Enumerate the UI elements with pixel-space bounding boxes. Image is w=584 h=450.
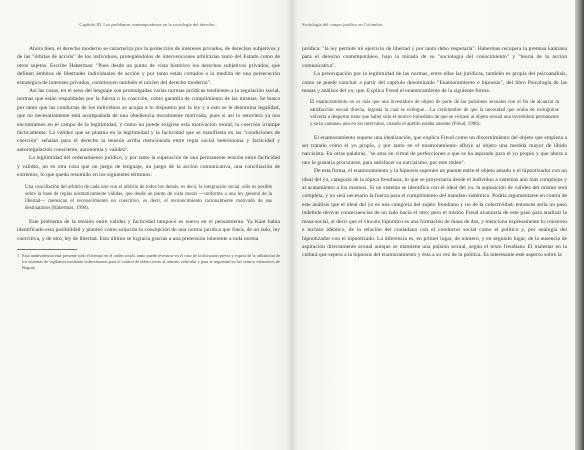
left-running-head: Capítulo III. Los problemas contemporáneos en la sociología del derecho...	[79, 22, 218, 27]
right-block-quote: El enamoramiento no es más que una investidura de objeto de parte de las pulsiones sexuales con el fin de alcanzar la satisfacción sexual directa, lograda la cual se extingue... La certidumbre de que la necesidad que acaba de extinguirse volvería a despertar tiene que haber sido el motivo inmediato de que se volcase al objeto sexual una investidura permanente y se la «amase» aun en los intervalos, cuando el apetito estaba ausente (Freud, 1996).	[310, 100, 559, 128]
footnote	[17, 253, 280, 271]
right-paragraph: De esta forma, el enamoramiento y la hipnosis suponen un puente entre el objeto amado o el hipnotizador con un ideal del yo, categoría de la tópica freudiana, lo que se proyectaría desde el individuo a sistemas aún más complejos y al acatamiento a los mismos. Si un sistema se identifica con el ideal del yo, la suposición de validez del mismo será completa, y no será necesario la fuerza para el cumplimiento del mandato sistémico. Podría argumentarse en contra de este análisis que el ideal del yo es una categoría del sujeto freudiano y no de la colectividad, entonces sería un paso indebido derivar consecuencias de un lado hacia el otro; pero el mismo Freud avanzaría de este paso para analizar la masa social, al decir que el vínculo hipnótico es una formación de masa de dos, y menciona expresamente lo concerno e incluso idéntico, de la relación del ciudadano con el conductor social como el político y, por analogía del hipnotizador con el hipnotizado. La diferencia es, en primer lugar, de número, y en segundo lugar, de la ausencia de aspiración directamente sexual aunque se mantiene una pulsión sexual, según el texto freudiano El malestar en la cultura que sepera a la hipnosis del enamoramiento y ésta a su vez de la política. Es interesante este aspecto sobre la	[302, 168, 567, 259]
left-block-quote: Una conciliación del arbitrio de cada uno con el arbitrio de todos los demás, es decir, la integración social, sólo es posible sobre la base de reglas normativamente válidas, que desde un punto de vista moral —conforme a una ley general de la libertad— merezcan el reconocimiento no coercitivo, es decir, el reconocimiento racionalmente motivado de sus destinatarios (Habermas, 1998).	[25, 184, 272, 212]
footnote-text: Esta ambivalencia está presente todo el tiempo en el orden social, tanto puede revelarse en el caso de la discusión previa y expost de la utilización de los sistemas de vigilancia mediante videocámaras para el control de infracciones al tránsito vehicular y para la seguridad en los centros educativos de Bogotá.	[22, 252, 280, 270]
footnote-rule	[17, 249, 77, 250]
left-paragraph: Así las cosas, en el seno del lenguaje son promulgadas varias normas jurídicas tendientes a la regulación social, normas que están respaldadas por la fuerza o la coacción, como garantía de cumplimiento de las mismas. Se busca por tanto que las conductas de los individuos se acojan a lo dispuesto por la ley y a esto se le denomina legalidad, que no necesariamente está acompañada de una obediencia moralmente motivada, pues si así lo estuviera ya nos encontramos en el campo de la legitimidad, y como no puede exigirse esta motivación moral, la coerción irrumpe fácticamente. La validez que se plasma en la legitimidad y la facticidad que se manifiesta en las "condiciones de coerción" señalan para el derecho la tensión arriba mencionada entre regla social heterónoma y facticidad y autorregulación consciente, autonomía y validez¹.	[17, 88, 280, 153]
left-page	[17, 22, 280, 442]
right-paragraph: La preocupación por la legitimidad de las normas, entre ellas las jurídicas, también es propia del psicoanálisis, como se puede concluir a partir del capítulo denominado "Enamoramiento e hipnosis", del libro Psicología de las masas y análisis del yo, que, Explica Freud el enamoramiento de la siguiente forma:	[302, 71, 567, 95]
left-paragraph: Ahora bien, el derecho moderno se caracteriza por la protección de intereses privados, de derechos subjetivos y de las "órbitas de acción" de los individuos, protegiéndolos de intervenciones arbitrarias tanto del Estado como de otros sujetos. Escribe Habermas: "Pues desde un punto de vista histórico los derechos subjetivos privados, que definen ámbitos de libertades individuales de acción y por tanto están cortados a la medida de una persecución estratégica de intereses privados, constituyen también el núcleo del derecho moderno".	[17, 46, 280, 86]
left-paragraph: La legitimidad del ordenamiento jurídico, y por tanto la superación de una permanente tensión entre facticidad y validez, no es otra cosa que un juego de lenguaje, un juego de la acción comunicativa, una conciliación de extremos, lo que queda resumido en los siguientes términos:	[17, 155, 280, 179]
page-edge-shadow	[575, 0, 584, 450]
right-page	[302, 22, 567, 442]
right-paragraph: jurídica: "la ley permite mi ejercicio de libertad y por tanto debo respetarla". Habermas recupera la premisa kantiana para el derecho contemporáneo, bajo la mirada de su "sociología del conocimiento" y "teoría de la acción comunicativa".	[302, 46, 567, 69]
right-paragraph: El enamoramiento supone una idealización, que explica Freud como un discernimiento del objeto que empieza a ser tratado como el yo propio, y por tanto en el enamoramiento afluye al objeto una medida mayor de libido narcisista. En otras palabras, "se ama en virtud de perfecciones a que se ha aspirado para el yo propio y que ahora a uno le gustaría procurarse, para satisfacer su narcisismo, por este rodeo".	[302, 134, 567, 166]
right-running-head: Sociología del campo jurídico en Colombia	[302, 22, 382, 27]
left-paragraph: Este problema de la tensión entre validez y facticidad tampoco es nuevo en el pensamiento. Ya Kant había identificado esta posibilidad y planteó como solución la concepción de una norma jurídica que fuera, de un lado, ley coercitiva, y de otro, ley de libertad. Esto último se lograría gracias a una pretensión inherente a toda norma	[17, 218, 280, 242]
footnote-number: 1	[17, 252, 20, 258]
